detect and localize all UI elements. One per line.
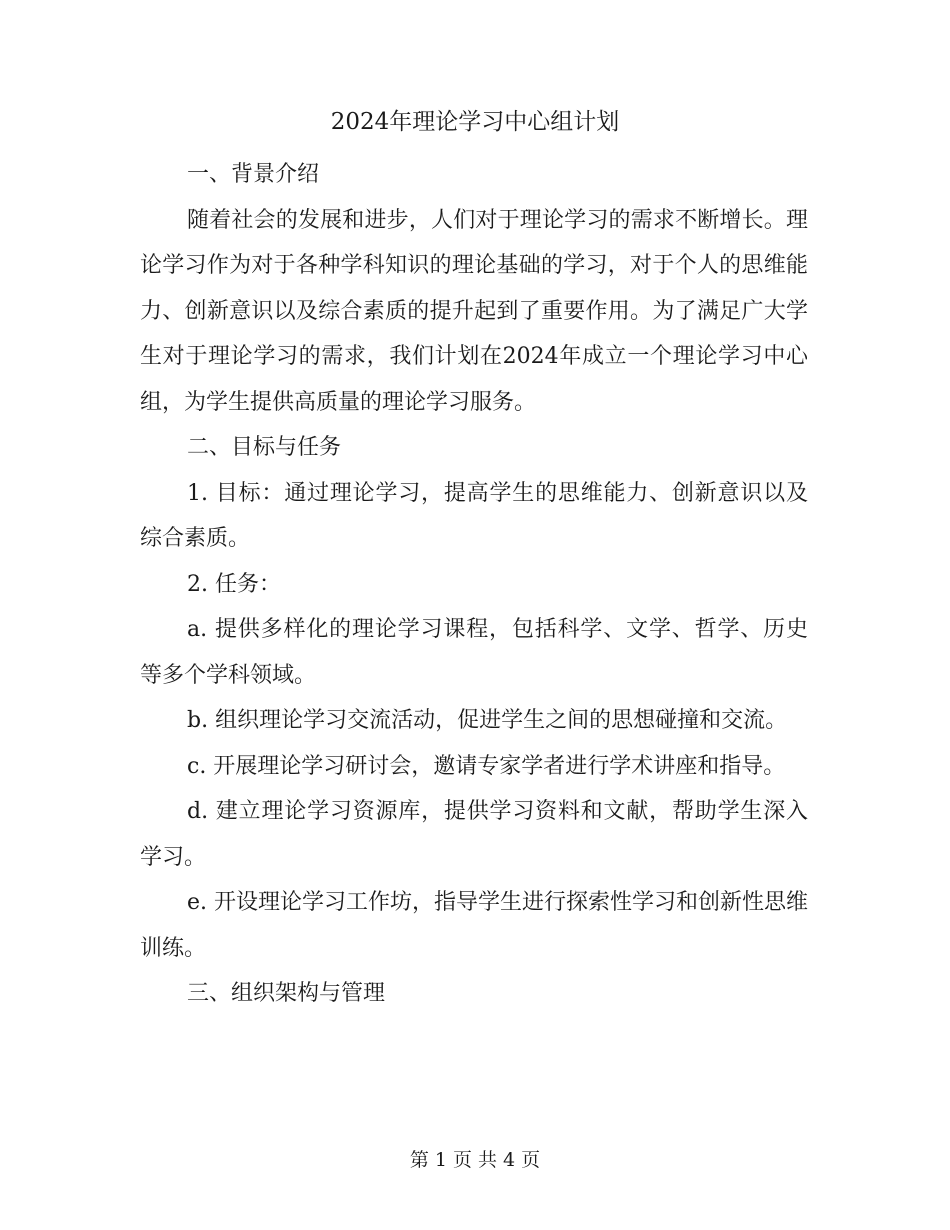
page-number-footer: 第 1 页 共 4 页 [409,1149,541,1171]
document-body [140,152,808,1017]
section-heading-organization: 三、组织架构与管理 [187,981,386,1006]
document-title: 2024年理论学习中心组计划 [330,109,620,135]
sub-item-a: a. 提供多样化的理论学习课程，包括科学、文学、哲学、历史等多个学科领域。 [140,617,808,688]
sub-item-d: d. 建立理论学习资源库，提供学习资料和文献，帮助学生深入学习。 [140,799,808,870]
body-paragraph-background: 随着社会的发展和进步，人们对于理论学习的需求不断增长。理论学习作为对于各种学科知识的理论基础的学习，对于个人的思维能力、创新意识以及综合素质的提升起到了重要作用。为了满足广大学生对于理论学习的需求，我们计划在2024年成立一个理论学习中心组，为学生提供高质量的理论学习服务。 [140,207,808,415]
list-item-tasks: 2. 任务： [187,571,281,597]
section-heading-goals: 二、目标与任务 [187,435,342,460]
sub-item-b: b. 组织理论学习交流活动，促进学生之间的思想碰撞和交流。 [187,708,788,733]
sub-item-e: e. 开设理论学习工作坊，指导学生进行探索性学习和创新性思维训练。 [140,890,809,961]
section-heading-background: 一、背景介绍 [187,162,320,187]
list-item-goal: 1. 目标：通过理论学习，提高学生的思维能力、创新意识以及综合素质。 [140,480,808,551]
sub-item-c: c. 开展理论学习研讨会，邀请专家学者进行学术讲座和指导。 [187,753,786,779]
